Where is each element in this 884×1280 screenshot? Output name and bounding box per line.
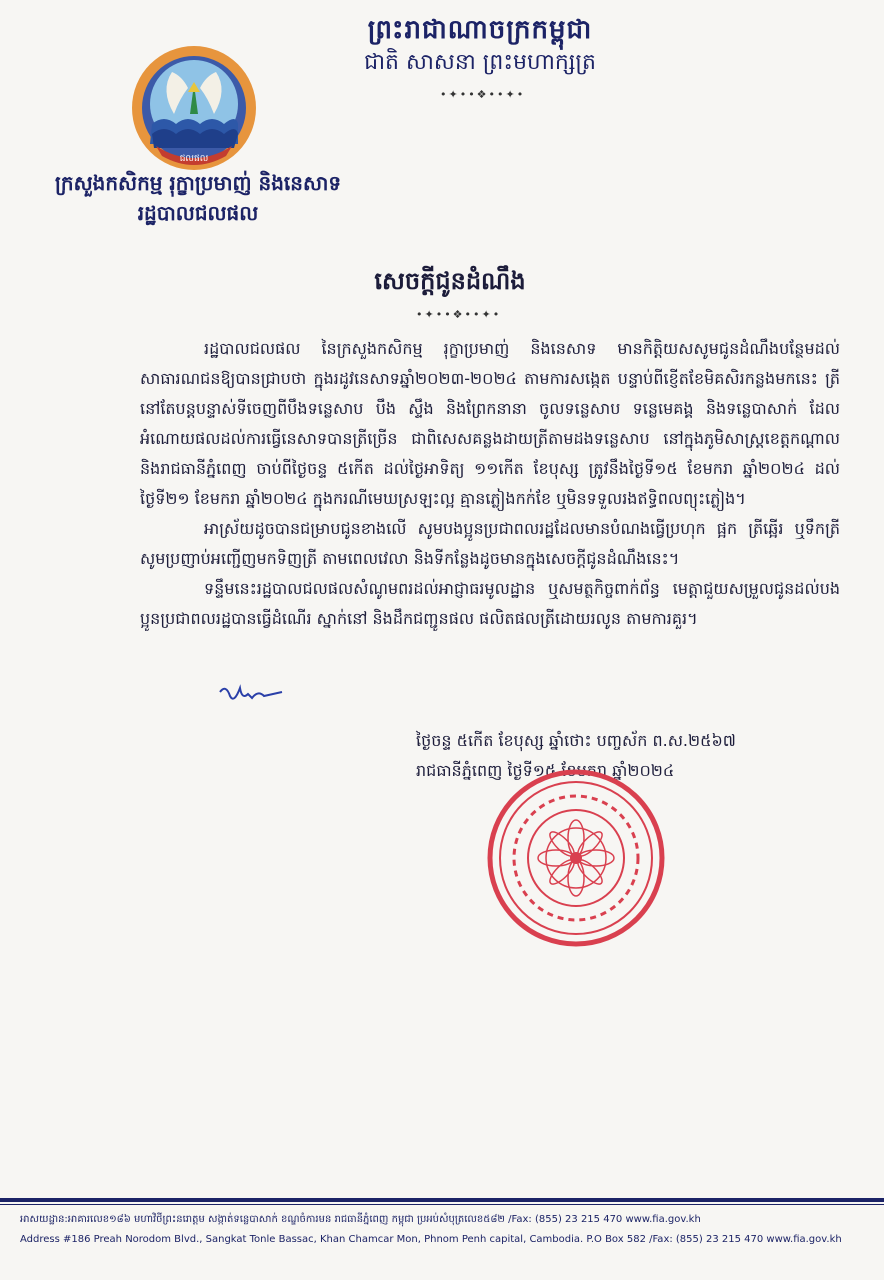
title-ornament: •✦••❖••✦•	[416, 308, 502, 321]
footer-divider	[0, 1198, 884, 1202]
department-name: រដ្ឋបាលជលផល	[137, 201, 259, 225]
kingdom-name: ព្រះរាជាណាចក្រកម្ពុជា	[367, 15, 593, 45]
footer-divider-thin	[0, 1204, 884, 1205]
logo-text: ជលផល	[179, 154, 209, 164]
kingdom-header	[330, 12, 630, 78]
lunar-date: ថ្ងៃចន្ទ ៥កើត ខែបុស្ស ឆ្នាំថោះ បញ្ចស័ក ព.ស.២៥៦៧	[416, 731, 736, 750]
paragraph-1: រដ្ឋបាលជលផល នៃក្រសួងកសិកម្ម រុក្ខាប្រមាញ់ និងនេសាទ មានកិត្តិយសសូមជូនដំណឹងបន្ថែមដល់សាធារណជនឱ្យបានជ្រាបថា ក្នុងរដូវនេសាទឆ្នាំ២០២៣-២០២៤ តាមការសង្កេត បន្ទាប់ពីខ្ញើតខែមិគសិរកន្លងមកនេះ ត្រីនៅតែបន្តបន្ទាស់ទីចេញពីបឹងទន្លេសាប បឹង ស្ទឹង និងព្រែកនានា ចូលទន្លេសាប ទន្លេមេគង្គ និងទន្លេបាសាក់ ដែលអំណោយផលដល់ការធ្វើនេសាទបានត្រីច្រើន ជាពិសេសគន្លងដាយត្រីតាមដងទន្លេសាប នៅក្នុងភូមិសាស្ត្រខេត្តកណ្តាល និងរាជធានីភ្នំពេញ ចាប់ពីថ្ងៃចន្ទ ៥កើត ដល់ថ្ងៃអាទិត្យ ១១កើត ខែបុស្ស ត្រូវនឹងថ្ងៃទី១៥ ខែមករា ឆ្នាំ២០២៤ ដល់ថ្ងៃទី២១ ខែមករា ឆ្នាំ២០២៤ ក្នុងករណីមេឃស្រឡះល្អ គ្មានភ្លៀងកក់ខែ ឬមិនទទួលរងឥទ្ធិពលព្យុះភ្លៀង។	[140, 339, 840, 508]
fish-emblem-logo-icon	[130, 44, 258, 172]
ministry-name: ក្រសួងកសិកម្ម រុក្ខាប្រមាញ់ និងនេសាទ	[54, 171, 342, 195]
ministry-header	[28, 168, 368, 228]
letter-body	[140, 334, 840, 634]
solar-date: រាជធានីភ្នំពេញ ថ្ងៃទី១៥ ខែមករា ឆ្នាំ២០២៤	[416, 761, 675, 780]
document-title: សេចក្តីជូនដំណឹង	[374, 267, 526, 295]
paragraph-3: ទន្ទឹមនេះរដ្ឋបាលជលផលសំណូមពរដល់អាជ្ញាធរមូលដ្ឋាន ឬសមត្ថកិច្ចពាក់ព័ន្ធ មេត្តាជួយសម្រួលជូនដល់បងប្អូនប្រជាពលរដ្ឋបានធ្វើដំណើរ ស្នាក់នៅ និងដឹកជញ្ជូនផល ផលិតផលត្រីដោយរលូន តាមការគួរ។	[140, 579, 840, 628]
footer-address	[20, 1210, 870, 1250]
signature-mark-icon	[218, 680, 284, 706]
footer-address-english: Address #186 Preah Norodom Blvd., Sangkat Tonle Bassac, Khan Chamcar Mon, Phnom Penh capital, Cambodia. P.O Box 582 /Fax: (855) 23 215 470 www.fia.gov.kh	[20, 1234, 842, 1245]
paragraph-2: អាស្រ័យដូចបានជម្រាបជូនខាងលើ សូមបងប្អូនប្រជាពលរដ្ឋដែលមានបំណងធ្វើប្រហុក ផ្អក ត្រីឆ្អើរ ឬទឹកត្រី សូមប្រញាប់អញ្ជើញមកទិញត្រី តាមពេលវេលា និងទីកន្លែងដូចមានក្នុងសេចក្តីជូនដំណឹងនេះ។	[140, 519, 840, 568]
header-ornament: •✦••❖••✦•	[440, 88, 526, 101]
official-seal-stamp-icon	[486, 768, 666, 948]
national-motto: ជាតិ សាសនា ព្រះមហាក្សត្រ	[364, 50, 596, 75]
footer-address-khmer: អាសយដ្ឋាន:អាគារលេខ១៨៦ មហាវិថីព្រះនរោត្តម សង្កាត់ទន្លេបាសាក់ ខណ្ឌចំការមន រាជធានីភ្នំពេញ កម្ពុជា ប្រអប់សំបុត្រលេខ៥៨២ /Fax: (855) 23 215 470 www.fia.gov.kh	[20, 1214, 701, 1225]
